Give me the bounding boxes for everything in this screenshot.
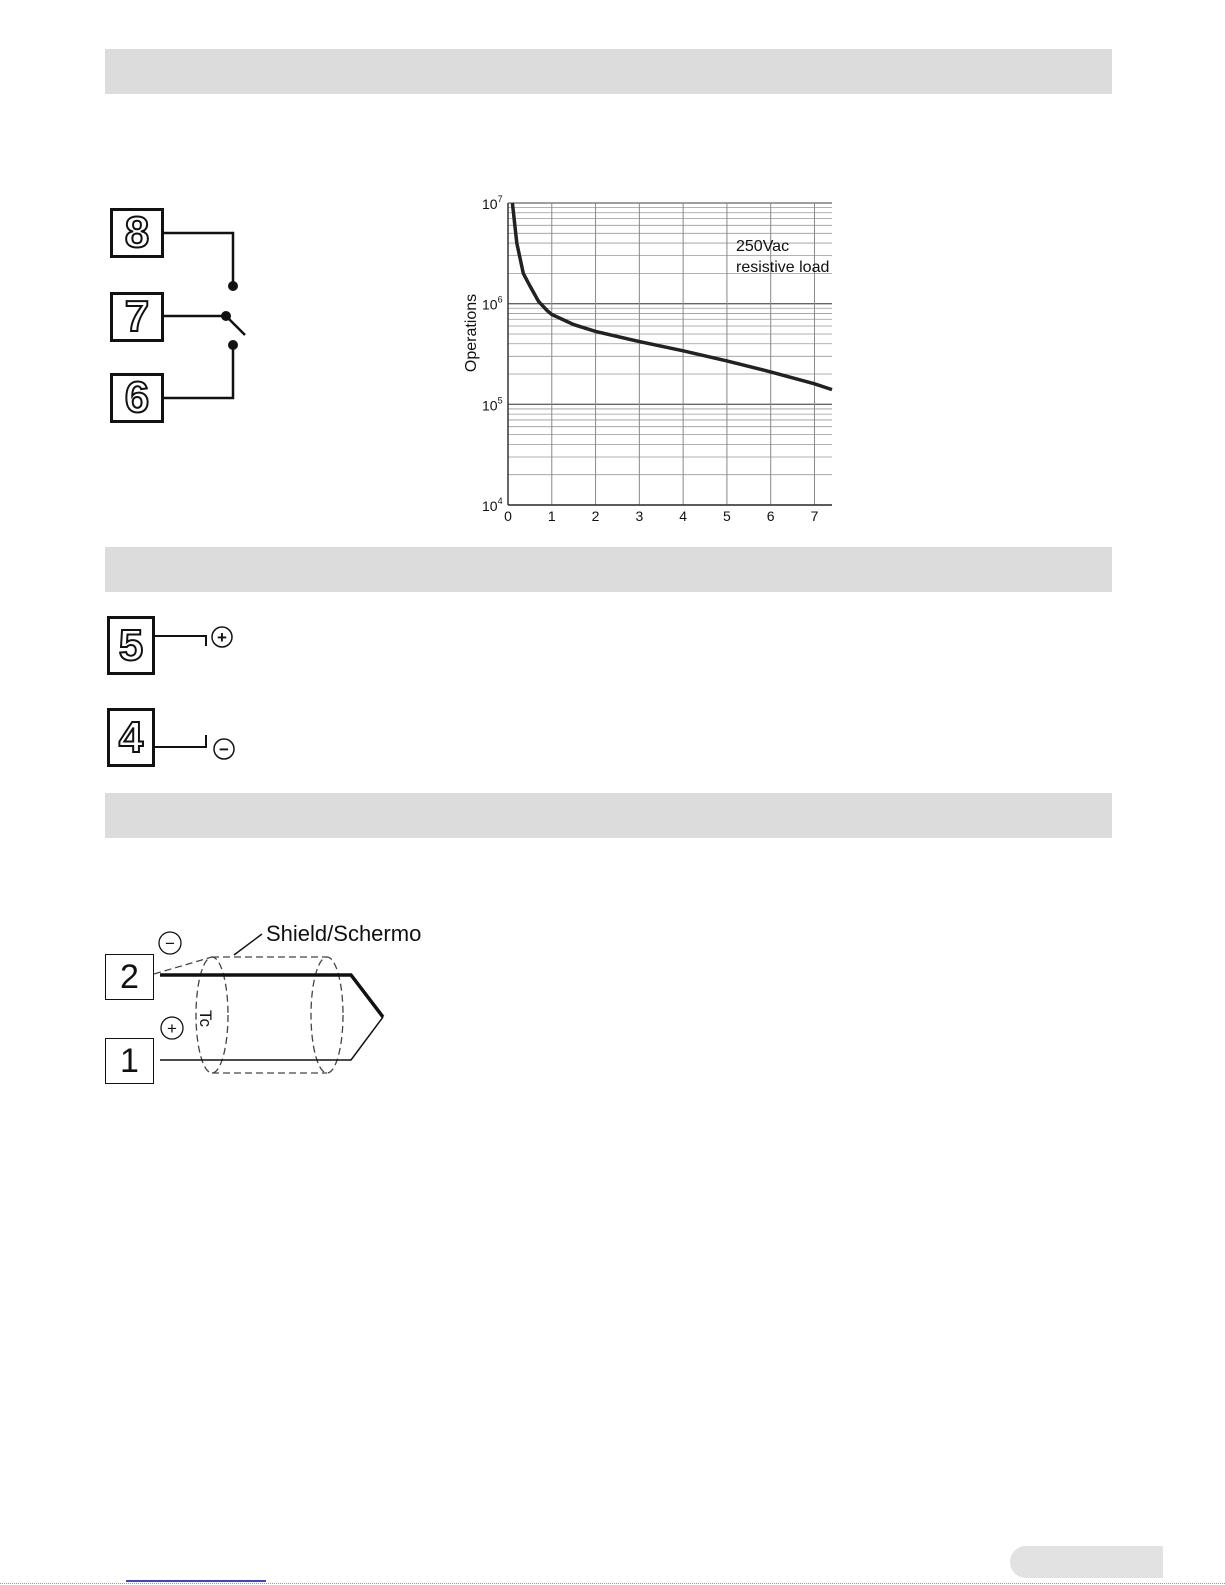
y-tick-label: $10^6$: [482, 294, 503, 313]
terminal-7: 7: [110, 292, 164, 342]
terminal-5: 5: [107, 616, 155, 675]
thermocouple-label: Tc: [196, 1010, 215, 1027]
y-tick-label: $10^5$: [482, 395, 503, 414]
page-number-pill: [1010, 1546, 1163, 1578]
terminal-2: 2: [105, 954, 154, 1000]
chart-y-axis-label: Operations: [463, 293, 480, 373]
shield-label: Shield/Schermo: [266, 921, 422, 946]
thermocouple-wiring: [0, 0, 500, 1100]
tc-plus-symbol: +: [167, 1019, 177, 1038]
terminal-1: 1: [105, 1038, 154, 1084]
y-tick-label: $10^7$: [482, 194, 503, 212]
bottom-dotted-rule: [0, 1583, 1225, 1584]
x-tick-label: 1: [547, 508, 556, 524]
x-tick-label: 0: [504, 508, 512, 524]
x-tick-label: 6: [766, 508, 775, 524]
relay-life-chart: [440, 185, 840, 525]
chart-series-line: [512, 203, 832, 390]
x-tick-label: 4: [679, 508, 688, 524]
x-tick-label: 7: [810, 508, 819, 524]
analog-minus-symbol: −: [219, 740, 229, 759]
x-tick-label: 3: [635, 508, 644, 524]
terminal-4: 4: [107, 708, 155, 767]
footer-link-underline: [126, 1580, 266, 1582]
tc-minus-symbol: −: [165, 934, 175, 953]
chart-annotation-voltage: 250Vac: [736, 238, 790, 255]
terminal-8: 8: [110, 208, 164, 258]
y-tick-label: $10^4$: [482, 496, 503, 514]
chart-annotation-load: resistive load: [736, 259, 830, 276]
analog-plus-symbol: +: [217, 628, 227, 647]
x-tick-label: 2: [591, 508, 600, 524]
x-tick-label: 5: [723, 508, 731, 524]
terminal-6: 6: [110, 373, 164, 423]
chart-x-ticks: [504, 508, 818, 524]
